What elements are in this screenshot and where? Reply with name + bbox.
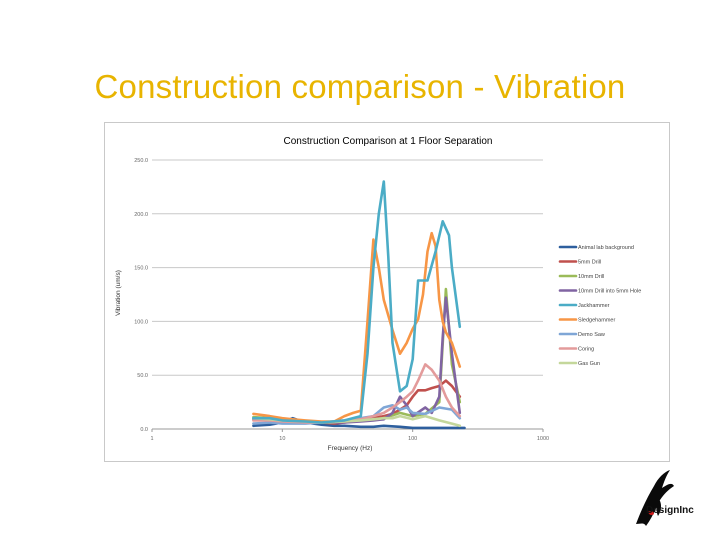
x-tick-labels xyxy=(150,436,549,442)
legend-label: Animal lab background xyxy=(578,245,634,251)
series-line xyxy=(253,364,459,422)
slide-title: Construction comparison - Vibration xyxy=(94,68,626,105)
legend-label: Gas Gun xyxy=(578,361,601,367)
vibration-line-chart xyxy=(105,123,669,461)
x-tick-label: 100 xyxy=(408,436,418,442)
series-line xyxy=(253,298,459,423)
designinc-logo xyxy=(628,468,712,530)
legend-label: 10mm Drill into 5mm Hole xyxy=(578,288,642,295)
series-line xyxy=(253,233,459,421)
x-tick-label: 1 xyxy=(150,436,154,442)
series-line xyxy=(253,289,459,422)
x-tick-label: 10 xyxy=(279,436,286,442)
x-tick-label: 1000 xyxy=(536,436,550,442)
y-axis-label: Vibration (um/s) xyxy=(115,270,122,316)
y-tick-label: 0.0 xyxy=(140,427,148,433)
legend-label: 10mm Drill xyxy=(578,274,605,280)
y-tick-label: 100.0 xyxy=(134,319,148,326)
series-line xyxy=(253,182,459,423)
legend-label: Sledgehammer xyxy=(578,317,616,324)
legend-label: Coring xyxy=(578,346,595,353)
y-tick-labels xyxy=(134,158,148,433)
legend-label: Demo Saw xyxy=(578,332,605,338)
y-tick-label: 250.0 xyxy=(134,158,148,164)
logo-text: DesignInc xyxy=(646,505,694,516)
y-tick-label: 200.0 xyxy=(134,211,148,218)
legend-label: 5mm Drill xyxy=(578,259,602,266)
y-tick-label: 150.0 xyxy=(134,265,148,272)
grid-lines xyxy=(152,160,543,432)
legend xyxy=(560,245,641,367)
x-axis-label: Frequency (Hz) xyxy=(327,445,373,452)
legend-label: Jackhammer xyxy=(578,303,610,309)
chart-title: Construction Comparison at 1 Floor Separation xyxy=(283,136,493,147)
chart-frame xyxy=(104,122,670,462)
logo-bird-mark xyxy=(636,470,674,526)
y-tick-label: 50.0 xyxy=(137,373,148,380)
series-lines xyxy=(253,182,464,428)
